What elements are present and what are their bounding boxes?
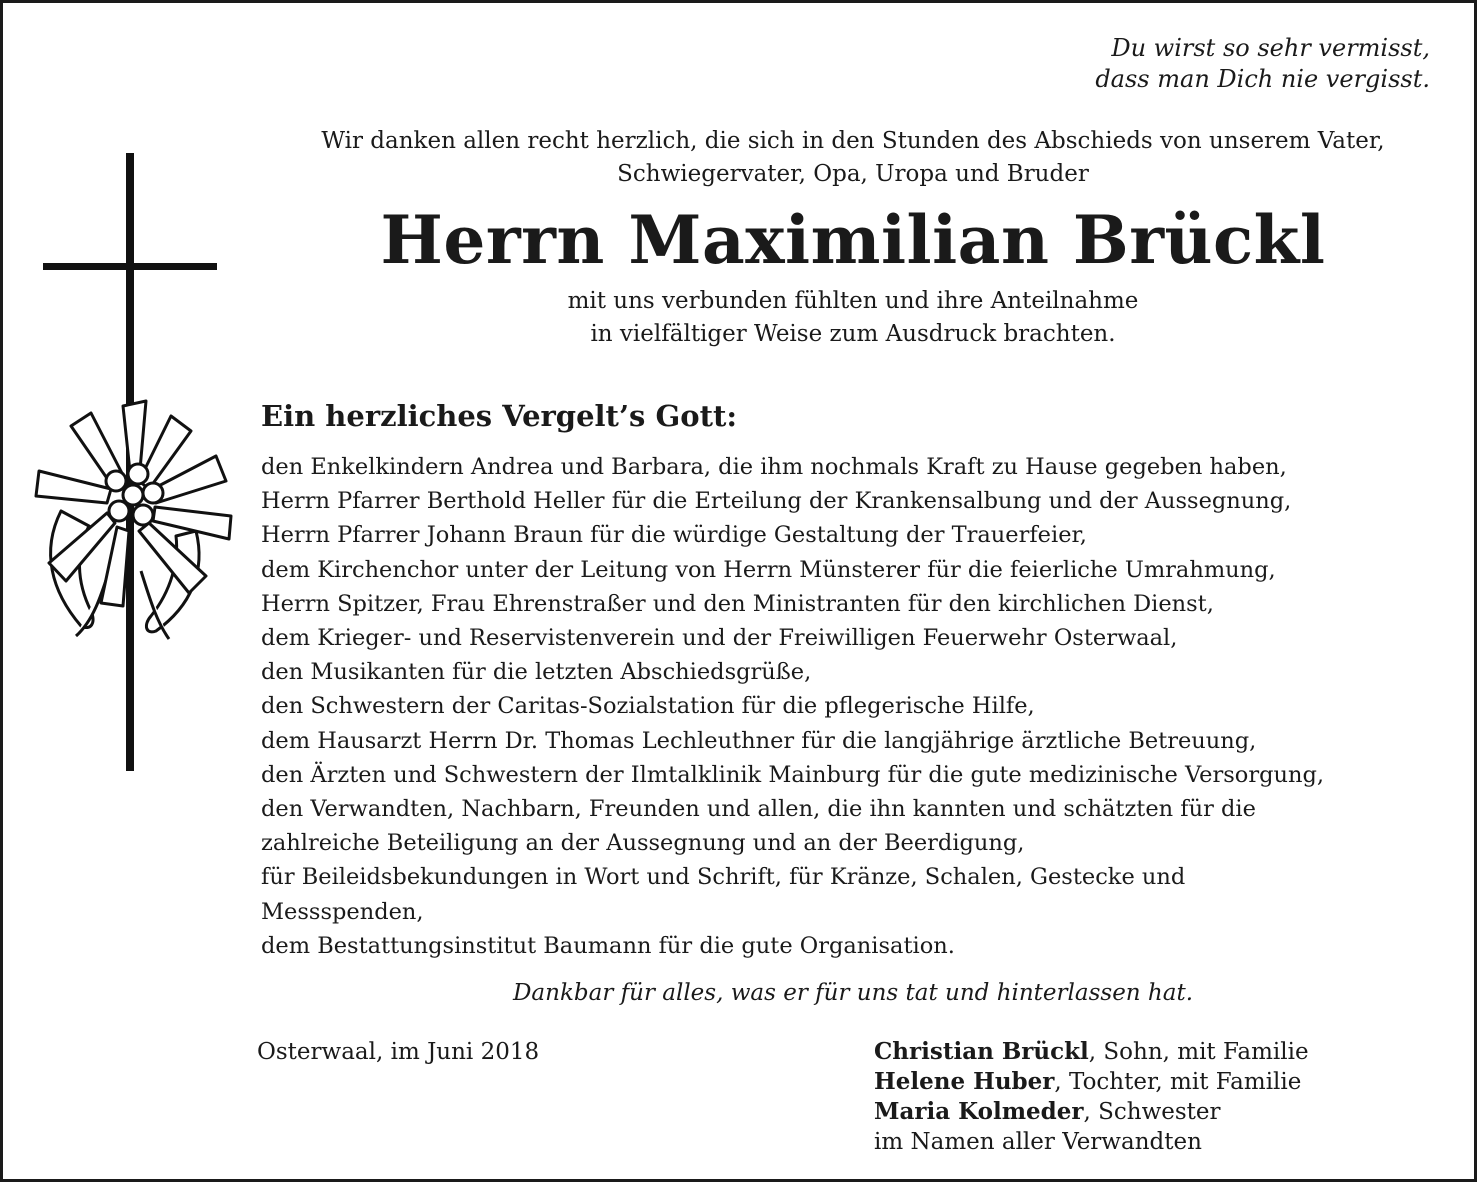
thanks-line: den Verwandten, Nachbarn, Freunden und allen, die ihn kannten und schätzten für die xyxy=(261,796,1256,823)
thanks-line: den Enkelkindern Andrea und Barbara, die ihm nochmals Kraft zu Hause gegeben haben, xyxy=(261,454,1287,480)
thanks-line: den Musikanten für die letzten Abschiedsgrüße, xyxy=(261,659,812,686)
thanks-line: dem Bestattungsinstitut Baumann für die gute Organisation. xyxy=(261,932,955,959)
thanks-line: dem Hausarzt Herrn Dr. Thomas Lechleuthner für die langjährige ärztliche Betreuung, xyxy=(261,727,1257,754)
signer-name: Helene Huber xyxy=(874,1068,1055,1095)
place-date: Osterwaal, im Juni 2018 xyxy=(257,1039,540,1065)
outro-line: in vielfältiger Weise zum Ausdruck brachten. xyxy=(590,321,1116,347)
thanks-line: Herrn Pfarrer Berthold Heller für die Erteilung der Krankensalbung und der Aussegnung, xyxy=(261,488,1292,515)
outro-line: mit uns verbunden fühlten und ihre Anteilnahme xyxy=(567,288,1139,314)
signer-role: , Tochter, mit Familie xyxy=(1054,1069,1302,1095)
thanks-line: Messspenden, xyxy=(261,898,424,925)
thanks-line: Herrn Spitzer, Frau Ehrenstraßer und den Ministranten für den kirchlichen Dienst, xyxy=(261,590,1214,617)
intro-line: Wir danken allen recht herzlich, die sich in den Stunden des Abschieds von unserem Vater, xyxy=(321,128,1385,154)
outro-text xyxy=(258,285,1448,351)
signatures-footer: im Namen aller Verwandten xyxy=(874,1129,1202,1155)
intro-line: Schwiegervater, Opa, Uropa und Bruder xyxy=(617,161,1089,187)
signature-block xyxy=(874,1037,1309,1157)
thanks-line: dem Kirchenchor unter der Leitung von Herrn Münsterer für die feierliche Umrahmung, xyxy=(261,556,1276,583)
motto-verse xyxy=(1095,33,1430,95)
signature-line xyxy=(874,1037,1309,1067)
header-block xyxy=(258,125,1448,351)
motto-line: dass man Dich nie vergisst. xyxy=(1095,65,1430,93)
thanks-line: für Beileidsbekundungen in Wort und Schrift, für Kränze, Schalen, Gestecke und xyxy=(261,864,1186,891)
cross-edelweiss-emblem xyxy=(31,151,251,776)
thanks-line: den Ärzten und Schwestern der Ilmtalklinik Mainburg für die gute medizinische Versorgung, xyxy=(261,761,1325,788)
deceased-name: Herrn Maximilian Brückl xyxy=(380,201,1326,279)
thanks-line: Herrn Pfarrer Johann Braun für die würdige Gestaltung der Trauerfeier, xyxy=(261,522,1087,549)
thanks-line: den Schwestern der Caritas-Sozialstation für die pflegerische Hilfe, xyxy=(261,693,1035,720)
signature-line xyxy=(874,1097,1309,1127)
thanks-line: zahlreiche Beteiligung an der Aussegnung und an der Beerdigung, xyxy=(261,830,1025,857)
thanks-heading: Ein herzliches Vergelt’s Gott: xyxy=(261,399,738,433)
thanks-list xyxy=(261,450,1461,963)
intro-text xyxy=(258,125,1448,191)
closing-line: Dankbar für alles, was er für uns tat und hinterlassen hat. xyxy=(512,980,1194,1006)
signer-role: , Schwester xyxy=(1083,1099,1221,1125)
signer-role: , Sohn, mit Familie xyxy=(1088,1039,1309,1065)
thanks-line: dem Krieger- und Reservistenverein und der Freiwilligen Feuerwehr Osterwaal, xyxy=(261,625,1178,652)
signer-name: Christian Brückl xyxy=(874,1038,1089,1065)
motto-line: Du wirst so sehr vermisst, xyxy=(1111,34,1430,62)
signer-name: Maria Kolmeder xyxy=(874,1098,1084,1125)
signature-line xyxy=(874,1067,1309,1097)
